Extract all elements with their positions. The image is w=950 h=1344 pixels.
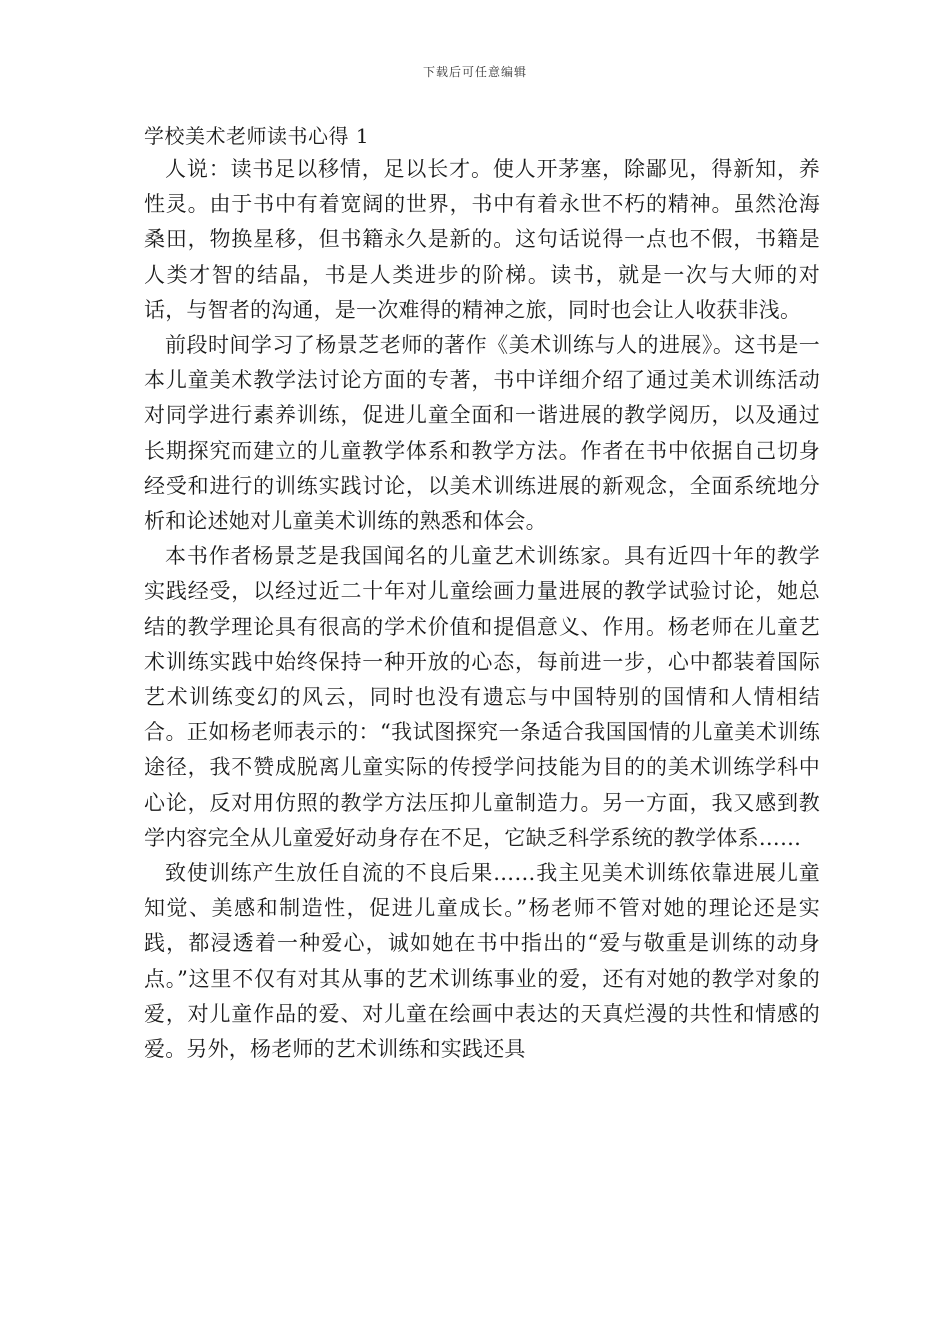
document-body — [144, 120, 820, 1067]
document-title: 学校美术老师读书心得 1 — [144, 124, 370, 148]
paragraph-3: 本书作者杨景芝是我国闻名的儿童艺术训练家。具有近四十年的教学实践经受，以经过近二十年对儿童绘画力量进展的教学试验讨论，她总结的教学理论具有很高的学术价值和提倡意义、作用。杨老师在儿童艺术训练实践中始终保持一种开放的心态，每前进一步，心中都装着国际艺术训练变幻的风云，同时也没有遗忘与中国特别的国情和人情相结合。正如杨老师表示的：“我试图探究一条适合我国国情的儿童美术训练途径，我不赞成脱离儿童实际的传授学问技能为目的的美术训练学科中心论，反对用仿照的教学方法压抑儿童制造力。另一方面，我又感到教学内容完全从儿童爱好动身存在不足，它缺乏科学系统的教学体系…… — [144, 544, 820, 850]
paragraph-2: 前段时间学习了杨景芝老师的著作《美术训练与人的进展》。这书是一本儿童美术教学法讨论方面的专著，书中详细介绍了通过美术训练活动对同学进行素养训练，促进儿童全面和一谐进展的教学阅历，以及通过长期探究而建立的儿童教学体系和教学方法。作者在书中依据自己切身经受和进行的训练实践讨论，以美术训练进展的新观念，全面系统地分析和论述她对儿童美术训练的熟悉和体会。 — [144, 333, 820, 534]
paragraph-4: 致使训练产生放任自流的不良后果……我主见美术训练依靠进展儿童知觉、美感和制造性，促进儿童成长。”杨老师不管对她的理论还是实践，都浸透着一种爱心，诚如她在书中指出的“爱与敬重是训练的动身点。”这里不仅有对其从事的艺术训练事业的爱，还有对她的教学对象的爱，对儿童作品的爱、对儿童在绘画中表达的天真烂漫的共性和情感的爱。另外，杨老师的艺术训练和实践还具 — [144, 861, 820, 1062]
paragraph-1: 人说：读书足以移情，足以长才。使人开茅塞，除鄙见，得新知，养性灵。由于书中有着宽阔的世界，书中有着永世不朽的精神。虽然沧海桑田，物换星移，但书籍永久是新的。这句话说得一点也不假，书籍是人类才智的结晶，书是人类进步的阶梯。读书，就是一次与大师的对话，与智者的沟通，是一次难得的精神之旅，同时也会让人收获非浅。 — [144, 157, 820, 322]
page-header: 下载后可任意编辑 — [422, 65, 527, 79]
